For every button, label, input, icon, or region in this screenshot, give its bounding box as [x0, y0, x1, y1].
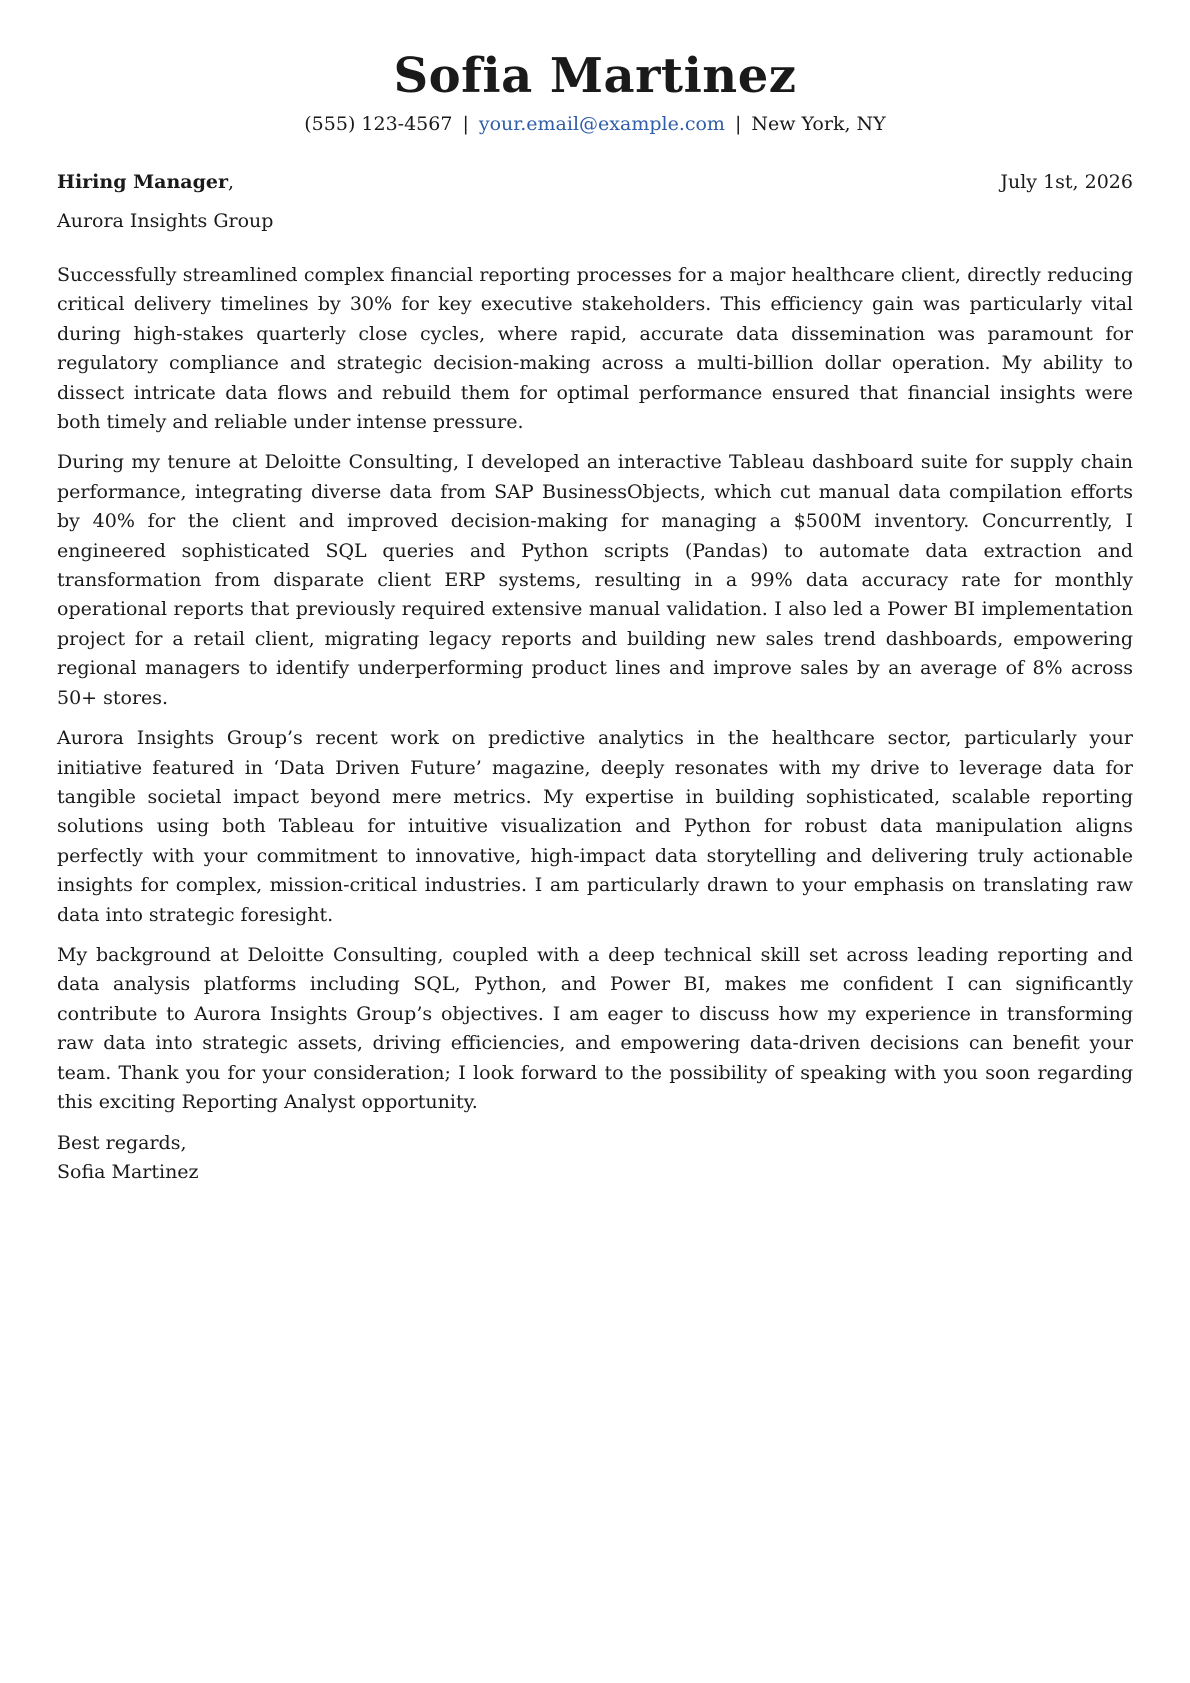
- recipient: [57, 168, 234, 196]
- body-paragraph: My background at Deloitte Consulting, coupled with a deep technical skill set across leading reporting and data analysis platforms including SQL, Python, and Power BI, makes me confident I can significantly contribute to Aurora Insights Group’s objectives. I am eager to discuss how my experience in transforming raw data into strategic assets, driving efficiencies, and empowering data-driven decisions can benefit your team. Thank you for your consideration; I look forward to the possibility of speaking with you soon regarding this exciting Reporting Analyst opportunity.: [57, 943, 1133, 1113]
- body-paragraph: Aurora Insights Group’s recent work on predictive analytics in the healthcare sector, particularly your initiative featured in ‘Data Driven Future’ magazine, deeply resonates with my drive to leverage data for tangible societal impact beyond mere metrics. My expertise in building sophisticated, scalable reporting solutions using both Tableau for intuitive visualization and Python for robust data manipulation aligns perfectly with your commitment to innovative, high-impact data storytelling and delivering truly actionable insights for complex, mission-critical industries. I am particularly drawn to your emphasis on translating raw data into strategic foresight.: [57, 727, 1133, 926]
- salutation-row: [57, 168, 1133, 196]
- cover-letter-page: [57, 0, 1133, 1187]
- recipient-name: Hiring Manager: [57, 171, 228, 193]
- contact-separator: |: [734, 113, 742, 135]
- recipient-suffix: ,: [227, 171, 235, 193]
- phone-number: (555) 123-4567: [304, 113, 453, 135]
- company-name: Aurora Insights Group: [57, 210, 274, 232]
- body-paragraph: During my tenure at Deloitte Consulting, I developed an interactive Tableau dashboard suite for supply chain performance, integrating diverse data from SAP BusinessObjects, which cut manual data compilation efforts by 40% for the client and improved decision-making for managing a $500M inventory. Concurrently, I engineered sophisticated SQL queries and Python scripts (Pandas) to automate data extraction and transformation from disparate client ERP systems, resulting in a 99% data accuracy rate for monthly operational reports that previously required extensive manual validation. I also led a Power BI implementation project for a retail client, migrating legacy reports and building new sales trend dashboards, empowering regional managers to identify underperforming product lines and improve sales by an average of 8% across 50+ stores.: [57, 451, 1133, 709]
- letter-body: [57, 261, 1133, 1117]
- email-link[interactable]: your.email@example.com: [478, 113, 725, 135]
- location: New York, NY: [751, 113, 886, 135]
- body-paragraph: Successfully streamlined complex financial reporting processes for a major healthcare client, directly reducing critical delivery timelines by 30% for key executive stakeholders. This efficiency gain was particularly vital during high-stakes quarterly close cycles, where rapid, accurate data dissemination was paramount for regulatory compliance and strategic decision-making across a multi-billion dollar operation. My ability to dissect intricate data flows and rebuild them for optimal performance ensured that financial insights were both timely and reliable under intense pressure.: [57, 264, 1133, 434]
- closing-phrase: Best regards,: [57, 1132, 187, 1155]
- closing-block: [57, 1129, 1133, 1187]
- applicant-name: Sofia Martinez: [393, 48, 797, 104]
- signature: Sofia Martinez: [57, 1161, 199, 1184]
- contact-line: [57, 110, 1133, 138]
- letter-date: July 1st, 2026: [1000, 171, 1133, 193]
- contact-separator: |: [462, 113, 469, 135]
